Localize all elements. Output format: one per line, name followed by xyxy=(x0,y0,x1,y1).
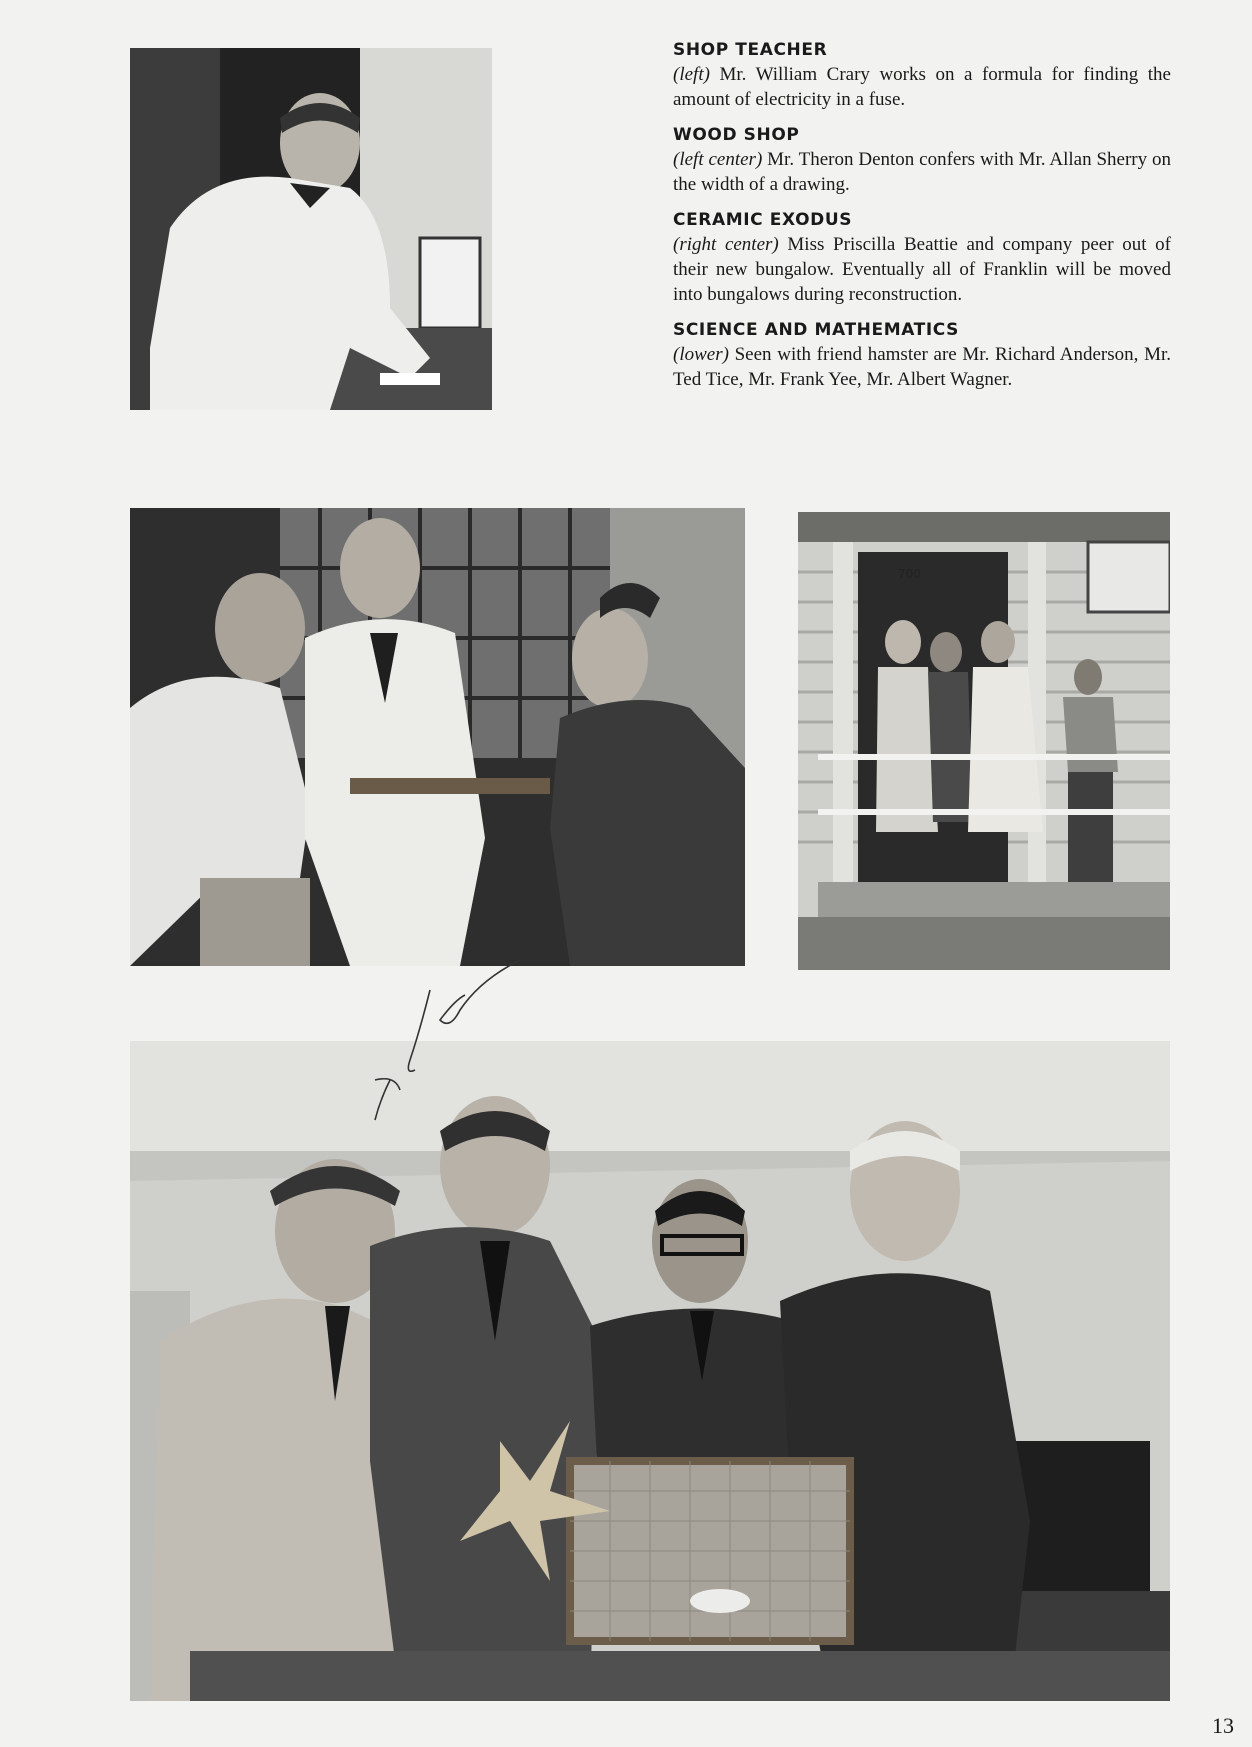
caption-body xyxy=(673,147,1171,197)
caption-title: WOOD SHOP xyxy=(673,125,800,145)
photo-shop-teacher xyxy=(130,48,492,410)
caption-text: Seen with friend hamster are Mr. Richard Anderson, Mr. Ted Tice, Mr. Frank Yee, Mr. Albert Wagner. xyxy=(673,344,1171,390)
caption-position: (lower) xyxy=(673,344,729,365)
photo-ceramic-exodus xyxy=(798,512,1170,970)
caption-text: Mr. Theron Denton confers with Mr. Allan Sherry on the width of a drawing. xyxy=(673,149,1171,195)
caption-body xyxy=(673,232,1171,307)
photo-science-mathematics xyxy=(130,1041,1170,1701)
caption-shop-teacher xyxy=(673,38,1171,112)
caption-column xyxy=(673,38,1171,403)
caption-title: SCIENCE AND MATHEMATICS xyxy=(673,320,960,340)
caption-ceramic-exodus xyxy=(673,208,1171,307)
caption-position: (left) xyxy=(673,64,710,85)
caption-text: Miss Priscilla Beattie and company peer out of their new bungalow. Eventually all of Franklin will be moved into bungalows during reconstruction. xyxy=(673,234,1171,305)
door-number: 700 xyxy=(898,567,921,581)
caption-title: SHOP TEACHER xyxy=(673,40,828,60)
caption-body xyxy=(673,342,1171,392)
caption-title: CERAMIC EXODUS xyxy=(673,210,853,230)
caption-wood-shop xyxy=(673,123,1171,197)
photo-wood-shop xyxy=(130,508,745,966)
caption-body xyxy=(673,62,1171,112)
caption-text: Mr. William Crary works on a formula for finding the amount of electricity in a fuse. xyxy=(673,64,1171,110)
caption-science-math xyxy=(673,318,1171,392)
caption-position: (left center) xyxy=(673,149,763,170)
page-number: 13 xyxy=(1212,1713,1234,1738)
caption-position: (right center) xyxy=(673,234,779,255)
